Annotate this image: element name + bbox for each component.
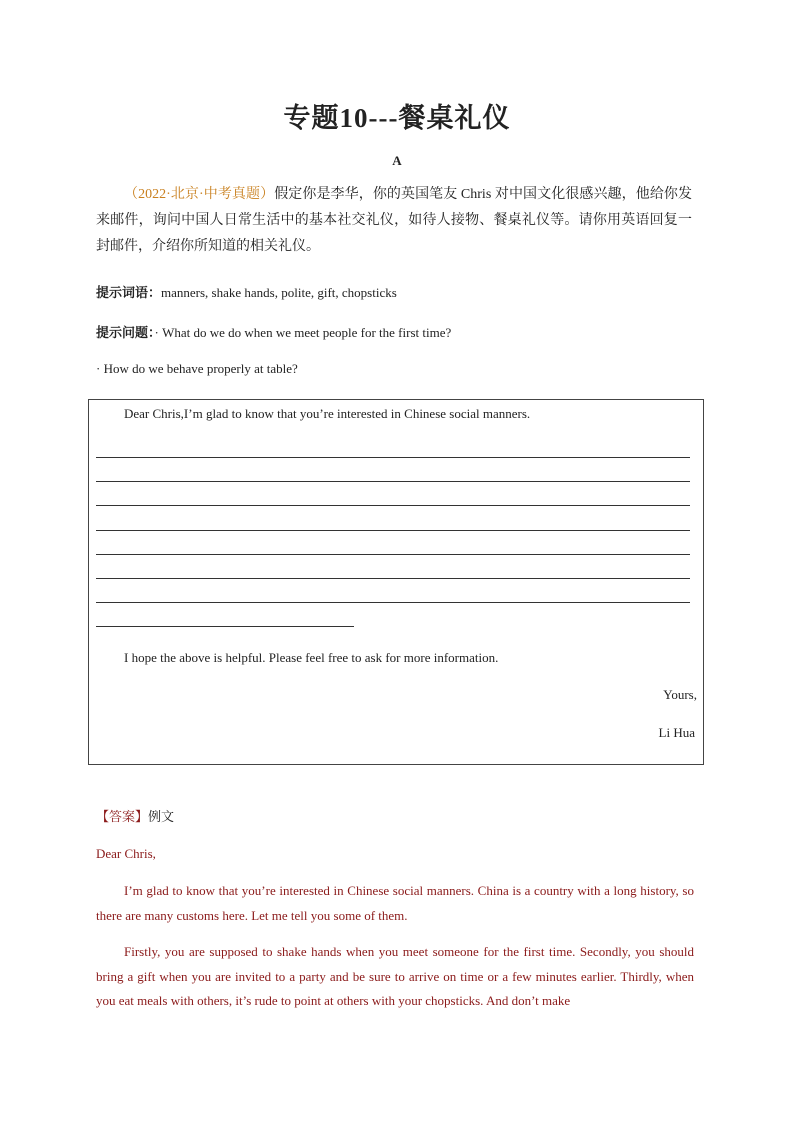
answer-paragraph-1: I’m glad to know that you’re interested in Chinese social manners. China is a country with a long history, so there are many customs here. Let me tell you some of them. <box>96 883 694 923</box>
writing-line <box>96 578 690 579</box>
hint-question-1: · What do we do when we meet people for the first time? <box>154 325 452 340</box>
writing-line <box>96 481 690 482</box>
answer-heading <box>96 806 174 825</box>
answer-greeting: Dear Chris, <box>96 846 156 861</box>
writing-prompt <box>96 182 692 260</box>
letter-signature: Li Hua <box>658 725 695 740</box>
answer-paragraph-2: Firstly, you are supposed to shake hands when you meet someone for the first time. Secondly, you should bring a gift when you are invited to a party and be sure to arrive on time or a few minutes earlier. Thirdly, when you eat meals with others, it’s rude to point at others with your chopsticks. And don’t make <box>96 944 694 1008</box>
page-title: 专题10---餐桌礼仪 <box>283 103 511 133</box>
answer-label: 【答案】 <box>96 809 149 824</box>
hint-words-text: manners, shake hands, polite, gift, chopsticks <box>161 285 397 300</box>
hint-words <box>96 282 397 301</box>
letter-writing-box <box>88 399 704 765</box>
writing-line <box>96 554 690 555</box>
hint-words-label: 提示词语： <box>96 285 162 300</box>
letter-opening: Dear Chris,I’m glad to know that you’re interested in Chinese social manners. <box>124 406 531 421</box>
hint-questions <box>96 322 451 341</box>
writing-line <box>96 602 690 603</box>
letter-sign-off: Yours, <box>663 687 697 702</box>
hint-question-2: · How do we behave properly at table? <box>96 361 298 376</box>
writing-line <box>96 505 690 506</box>
writing-line <box>96 530 690 531</box>
writing-line-short <box>96 626 354 627</box>
prompt-text: 假定你是李华，你的英国笔友 Chris 对中国文化很感兴趣，他给你发来邮件，询问中国人日常生活中的基本社交礼仪，如待人接物、餐桌礼仪等。请你用英语回复一封邮件，介绍你所知道的相关礼仪。 <box>96 187 692 254</box>
hint-questions-label: 提示问题： <box>96 325 155 340</box>
writing-line <box>96 457 690 458</box>
section-label: A <box>392 153 402 168</box>
answer-label-suffix: 例文 <box>148 809 175 824</box>
prompt-source: （2022·北京·中考真题） <box>124 187 275 202</box>
letter-closing: I hope the above is helpful. Please feel free to ask for more information. <box>124 650 499 665</box>
